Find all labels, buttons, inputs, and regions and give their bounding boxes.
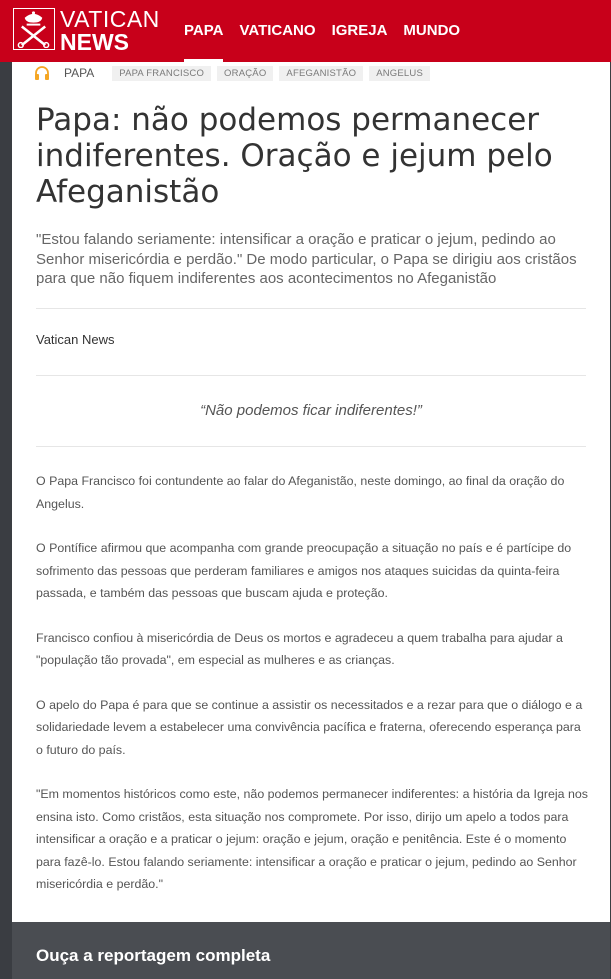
article-author: Vatican News <box>36 332 115 347</box>
article-page <box>12 62 610 922</box>
nav-item-vaticano[interactable]: VATICANO <box>239 22 316 39</box>
divider <box>36 308 586 309</box>
logo-text-news: NEWS <box>60 29 129 55</box>
nav-item-igreja[interactable]: IGREJA <box>331 22 388 39</box>
article-title: Papa: não podemos permanecer indiferentes. Oração e jejum pelo Afeganistão <box>36 102 553 210</box>
tag-afeganistao[interactable]: AFEGANISTÃO <box>279 66 363 81</box>
pull-quote: “Não podemos ficar indiferentes!” <box>200 402 422 419</box>
article-body <box>36 470 588 918</box>
site-header <box>0 0 611 62</box>
main-nav <box>176 0 468 62</box>
audio-report-section <box>12 922 610 979</box>
article-paragraph: O Pontífice afirmou que acompanha com grande preocupação a situação no país e é partícipe do sofrimento das pessoas que perderam familiares e amigos nos ataques suicidas da quinta-feira passada, e também das pessoas que buscam ajuda e proteção. <box>36 541 572 600</box>
divider <box>36 375 586 376</box>
logo-wordmark <box>60 8 160 54</box>
article-paragraph: "Em momentos históricos como este, não podemos permanecer indiferentes: a história da Igreja nos ensina isto. Como cristãos, esta situação nos compromete. Por isso, dirijo um apelo a todos para intensificar a oração e a praticar o jejum: oração e jejum, oração e penitência. Este é o momento para fazê-lo. Estou falando seriamente: intensificar a oração e praticar o jejum, pedindo ao Senhor misericórdia e perdão." <box>36 787 588 891</box>
article-paragraph: O Papa Francisco foi contundente ao falar do Afeganistão, neste domingo, ao final da oração do Angelus. <box>36 474 565 511</box>
tag-papa[interactable]: PAPA <box>64 66 95 80</box>
tag-bar <box>34 64 436 82</box>
article-paragraph: Francisco confiou à misericórdia de Deus os mortos e agradeceu a quem trabalha para ajudar a "população tão provada", em especial as mulheres e as crianças. <box>36 630 563 667</box>
nav-item-mundo[interactable]: MUNDO <box>403 22 461 39</box>
nav-item-papa[interactable]: PAPA <box>176 0 231 62</box>
tag-oracao[interactable]: ORAÇÃO <box>217 66 273 81</box>
article-subtitle: "Estou falando seriamente: intensificar a oração e praticar o jejum, pedindo ao Senhor misericórdia e perdão." De modo particular, o Papa se dirigiu aos cristãos para que não fiquem indiferentes aos acontecimentos no Afeganistão <box>36 231 577 287</box>
listen-full-report-link[interactable]: Ouça a reportagem completa <box>36 946 271 965</box>
logo-text-vatican: VATICAN <box>60 6 160 32</box>
tag-angelus[interactable]: ANGELUS <box>369 66 430 81</box>
divider <box>36 446 586 447</box>
vatican-logo-icon <box>13 8 55 50</box>
headphones-icon[interactable] <box>34 65 50 81</box>
tag-papa-francisco[interactable]: PAPA FRANCISCO <box>112 66 211 81</box>
article-paragraph: O apelo do Papa é para que se continue a assistir os necessitados e a rezar para que o diálogo e a solidariedade levem a estabelecer uma convivência pacífica e fraterna, oferecendo esperança para o futuro do país. <box>36 697 583 757</box>
